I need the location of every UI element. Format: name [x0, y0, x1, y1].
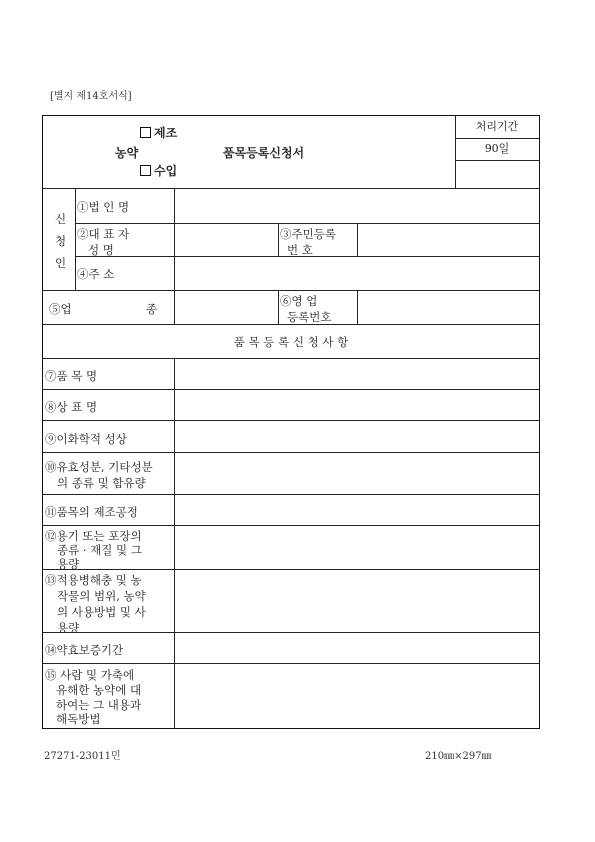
processing-period-label: 처리기간 — [475, 120, 519, 133]
import-checkbox[interactable] — [140, 165, 151, 176]
form-number: [별지 제14호서식] — [50, 91, 132, 102]
item-15-label-4: 해독방법 — [56, 712, 101, 726]
item-8-label: ⑧상 표 명 — [45, 400, 98, 414]
business-type-field[interactable] — [175, 291, 277, 324]
divider — [455, 138, 539, 139]
corporation-name-field[interactable] — [175, 189, 539, 223]
item-12-cell — [44, 526, 174, 569]
item-15-label-3: 하여는 그 내용과 — [56, 698, 142, 712]
application-form — [42, 115, 540, 729]
address-label: ④주 소 — [77, 267, 115, 281]
applicant-label: 청 — [55, 234, 67, 248]
item-13-label-2: 작물의 범위, 농약 — [57, 589, 146, 603]
divider — [455, 160, 539, 161]
address-field[interactable] — [175, 257, 539, 290]
resident-no-field[interactable] — [358, 224, 539, 256]
business-type-label: ⑤업 — [49, 302, 72, 316]
item-12-label-2: 종류 · 재질 및 그 — [57, 543, 142, 557]
item-15-field[interactable] — [175, 664, 539, 728]
corporation-name-label: ①법 인 명 — [77, 200, 130, 214]
item-10-label-2: 의 종류 및 함유량 — [57, 476, 146, 490]
item-12-label: ⑫용기 또는 포장의 — [45, 529, 142, 543]
representative-label: ②대 표 자 — [77, 227, 130, 241]
business-license-label: ⑥영 업 — [280, 294, 318, 308]
resident-no-label-2: 번 호 — [287, 243, 313, 256]
item-12-label-3: 용량 — [57, 557, 80, 569]
item-9-field[interactable] — [175, 421, 539, 452]
business-license-label-2: 등록번호 — [287, 310, 332, 324]
option-import-label: 수입 — [154, 164, 178, 178]
option-manufacture-label: 제조 — [154, 126, 178, 140]
item-8-field[interactable] — [175, 390, 539, 420]
item-13-label-3: 의 사용방법 및 사 — [57, 605, 146, 619]
item-11-label: ⑪품목의 제조공정 — [45, 505, 138, 519]
item-13-field[interactable] — [175, 570, 539, 632]
item-13-label-4: 용량 — [57, 621, 80, 632]
item-13-label: ⑬적용병해충 및 농 — [45, 573, 142, 587]
processing-period-value: 90일 — [484, 142, 510, 155]
paper-size: 210㎜×297㎜ — [425, 751, 492, 762]
item-7-field[interactable] — [175, 359, 539, 389]
manufacture-checkbox[interactable] — [140, 127, 151, 138]
representative-name-field[interactable] — [175, 224, 277, 256]
form-code: 27271-23011민 — [44, 751, 121, 762]
resident-no-cell — [279, 224, 357, 256]
pesticide-label: 농약 — [115, 146, 139, 160]
business-license-field[interactable] — [358, 291, 539, 324]
representative-name-label: 성 명 — [88, 243, 114, 256]
divider — [43, 324, 539, 325]
item-10-field[interactable] — [175, 453, 539, 494]
section-title: 품 목 등 록 신 청 사 항 — [233, 335, 349, 349]
option-manufacture[interactable] — [140, 126, 177, 140]
item-14-label: ⑭약효보증기간 — [45, 643, 124, 657]
applicant-label: 신 — [55, 212, 67, 226]
item-11-field[interactable] — [175, 495, 539, 525]
option-import[interactable] — [140, 164, 177, 178]
resident-no-label: ③주민등록 — [280, 227, 336, 241]
item-15-label: ⑮ 사람 및 가축에 — [45, 668, 135, 682]
item-14-field[interactable] — [175, 633, 539, 663]
item-15-label-2: 유해한 농약에 대 — [56, 683, 142, 697]
business-type-label-2: 종 — [146, 302, 158, 316]
item-10-label: ⑩유효성분, 기타성분 — [45, 460, 153, 474]
item-12-field[interactable] — [175, 526, 539, 569]
form-title: 품목등록신청서 — [223, 146, 305, 160]
item-13-cell — [44, 570, 174, 632]
item-7-label: ⑦품 목 명 — [45, 369, 98, 383]
representative-cell — [76, 224, 174, 256]
item-9-label: ⑨이화학적 성상 — [45, 432, 127, 446]
business-license-cell — [279, 291, 357, 324]
applicant-label: 인 — [55, 256, 67, 270]
